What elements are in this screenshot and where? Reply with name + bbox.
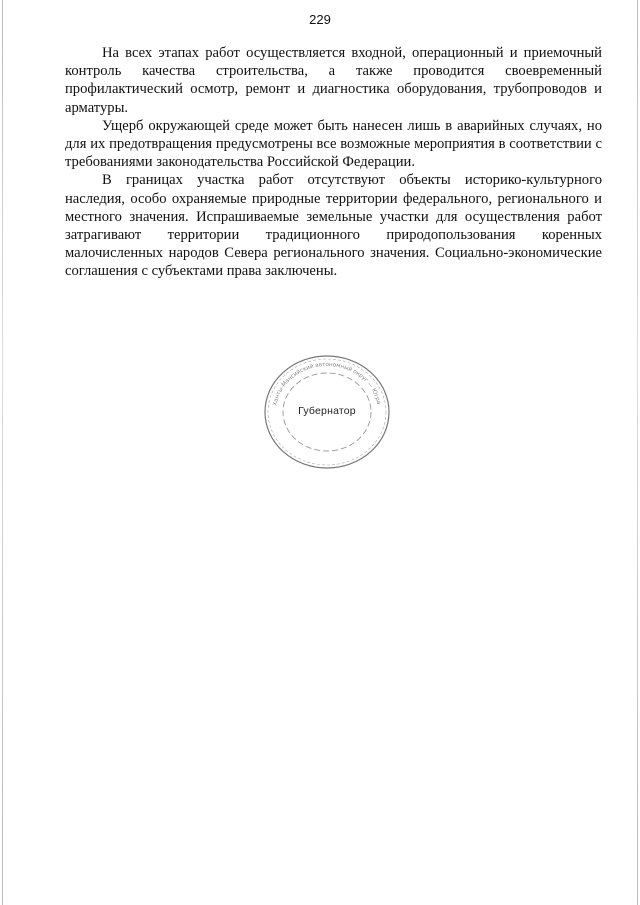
scan-left-edge [2,0,3,905]
scan-right-edge [637,0,638,905]
seal-ring-text: Ханты-Мансийский автономный округ — Югра [272,361,382,407]
paragraph-land-plots: В границах участка работ отсутствуют объекты историко-культурного наследия, особо охраняемые природные территории федерального, регионального и местного значения. Испрашиваемые земельные участки для осуществления работ затрагивают территории традиционного природопользования коренных малочисленных народов Севера регионального значения. Социально-экономические соглашения с субъектами права заключены. [65,172,602,280]
governor-seal [262,353,392,471]
paragraph-environment-damage: Ущерб окружающей среде может быть нанесен лишь в аварийных случаях, но для их предотвращения предусмотрены все возможные мероприятия в соответствии с требованиями законодательства Российской Федерации. [65,117,602,171]
document-body [65,44,602,281]
seal-center-text: Губернатор [298,405,356,417]
page-number: 229 [309,12,331,27]
paragraph-quality-control: На всех этапах работ осуществляется входной, операционный и приемочный контроль качества строительства, а также проводится своевременный профилактический осмотр, ремонт и диагностика оборудования, трубопроводов и арматуры. [65,45,602,116]
